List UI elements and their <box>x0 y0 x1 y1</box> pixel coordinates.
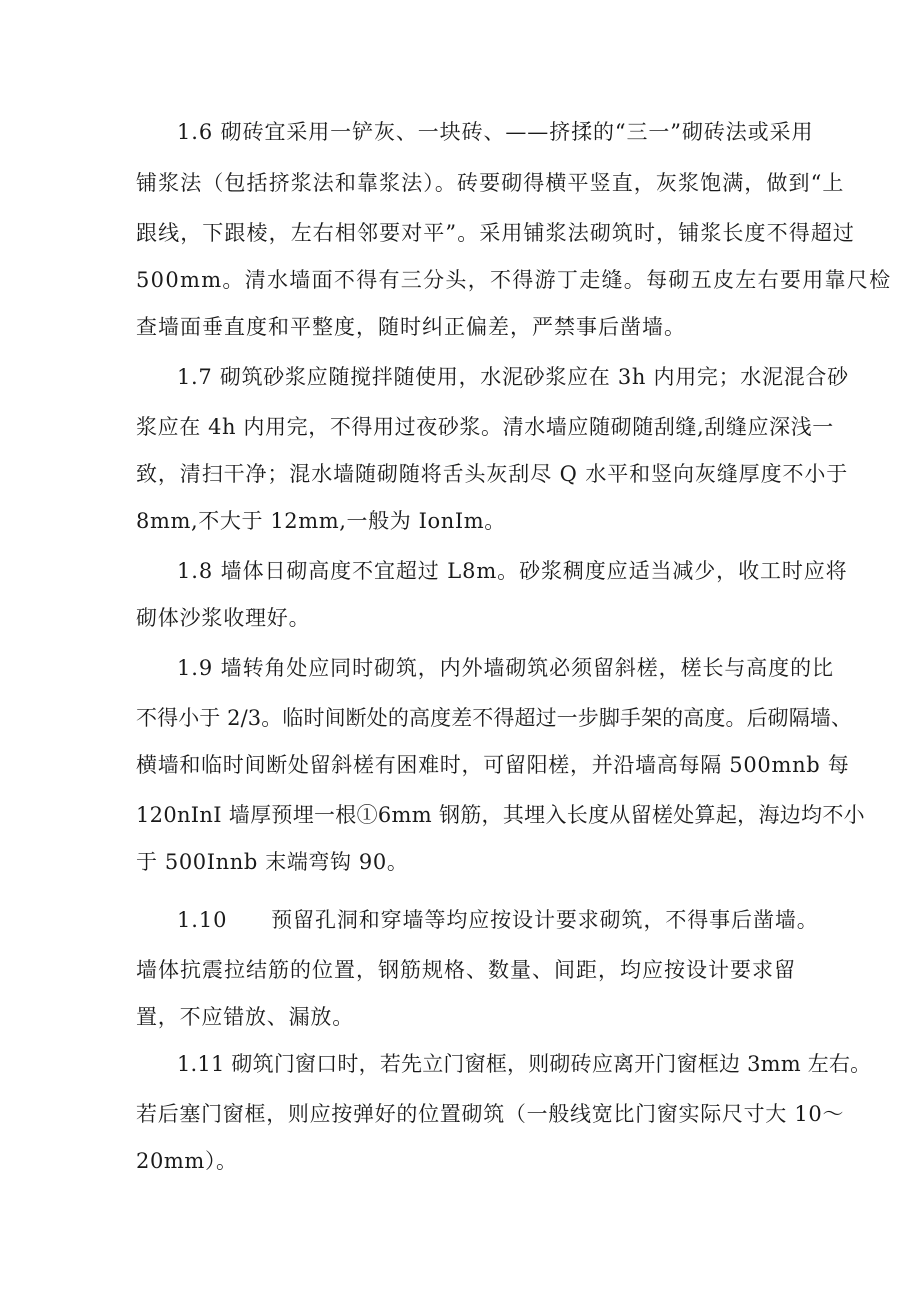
text-line: 横墙和临时间断处留斜槎有困难时，可留阳槎，并沿墙高每隔 500mnb 每 <box>136 753 850 777</box>
text-line: 置，不应错放、漏放。 <box>136 1005 354 1029</box>
text-line: 查墙面垂直度和平整度，随时纠正偏差，严禁事后凿墙。 <box>136 315 686 339</box>
text-line: 墙体抗震拉结筋的位置，钢筋规格、数量、间距，均应按设计要求留 <box>136 958 796 982</box>
text-line: 若后塞门窗框，则应按弹好的位置砌筑（一般线宽比门窗实际尺寸大 10～ <box>136 1102 845 1126</box>
text-line: 1.11 砌筑门窗口时，若先立门窗框，则砌砖应离开门窗框边 3mm 左右。 <box>177 1052 872 1076</box>
text-line: 1.9 墙转角处应同时砌筑，内外墙砌筑必须留斜槎，槎长与高度的比 <box>177 656 834 680</box>
text-line: 120nInI 墙厚预埋一根①6mm 钢筋，其埋入长度从留槎处算起，海边均不小 <box>136 803 865 827</box>
text-line: 跟线，下跟棱，左右相邻要对平”。采用铺浆法砌筑时，铺浆长度不得超过 <box>136 221 856 245</box>
text-line: 8mm,不大于 12mm,一般为 IonIm。 <box>136 509 506 533</box>
text-line: 浆应在 4h 内用完，不得用过夜砂浆。清水墙应随砌随刮缝,刮缝应深浅一 <box>136 415 834 439</box>
text-line: 砌体沙浆收理好。 <box>136 606 311 630</box>
text-line: 铺浆法（包括挤浆法和靠浆法）。砖要砌得横平竖直，灰浆饱满，做到“上 <box>136 171 845 195</box>
text-line: 1.10 预留孔洞和穿墙等均应按设计要求砌筑，不得事后凿墙。 <box>177 908 819 932</box>
text-line: 于 500Innb 末端弯钩 90。 <box>136 850 409 874</box>
text-line: 1.6 砌砖宜采用一铲灰、一块砖、——挤揉的“三一”砌砖法或采用 <box>177 120 814 144</box>
text-line: 致，清扫干净；混水墙随砌随将舌头灰刮尽 Q 水平和竖向灰缝厚度不小于 <box>136 462 849 486</box>
text-line: 500mm。清水墙面不得有三分头，不得游丁走缝。每砌五皮左右要用靠尺检 <box>136 268 892 292</box>
text-line: 1.7 砌筑砂浆应随搅拌随使用，水泥砂浆应在 3h 内用完；水泥混合砂 <box>177 365 849 389</box>
text-line: 1.8 墙体日砌高度不宜超过 L8m。砂浆稠度应适当减少，收工时应将 <box>177 559 848 583</box>
text-line: 不得小于 2/3。临时间断处的高度差不得超过一步脚手架的高度。后砌隔墙、 <box>136 706 853 730</box>
text-line: 20mm）。 <box>136 1149 238 1173</box>
